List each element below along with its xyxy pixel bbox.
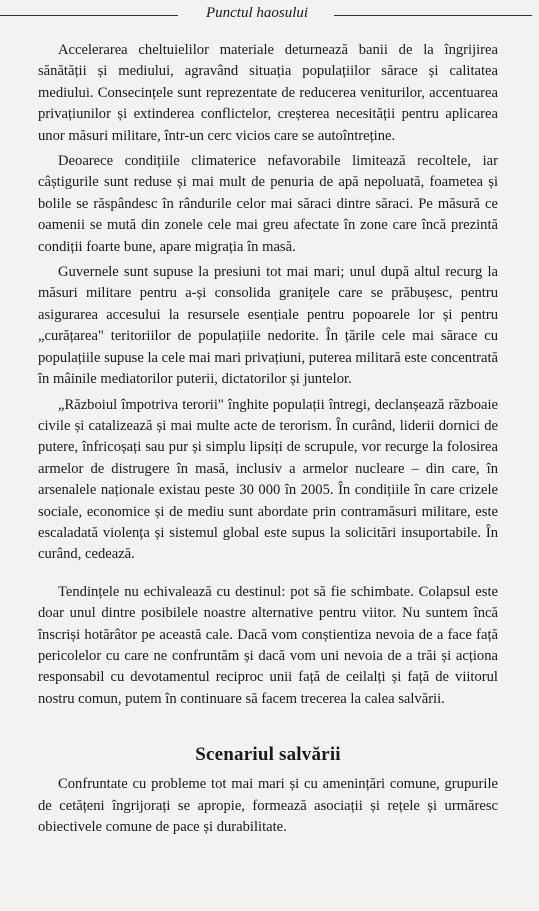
paragraph-1: Accelerarea cheltuielilor materiale deturnează banii de la îngrijirea sănătății și mediului, agravând situația populațiilor sărace și calitatea mediului. Consecințele sunt reprezentate de reducerea veniturilor, accentuarea privațiunilor și extinderea conflictelor, creșterea necesității pentru aplicarea unor măsuri militare, într-un cerc vicios care se autoîntreține. — [38, 42, 498, 144]
running-header — [0, 4, 539, 24]
header-rule-right — [334, 15, 532, 16]
page-body — [38, 40, 498, 838]
paragraph-3: Guvernele sunt supuse la presiuni tot mai mari; unul după altul recurg la măsuri militare pentru a-și consolida granițele care se prăbușesc, pentru asigurarea accesului la resursele esențiale pentru popoarele lor și pentru „curățarea" teritoriilor de populațiile nedorite. În țările cele mai sărace cu populațiile supuse la cele mai mari privațiuni, puterea militară este concentrată în mâinile mediatorilor puterii, dictatorilor și juntelor. — [38, 264, 498, 388]
section-heading: Scenariul salvării — [195, 744, 341, 766]
section-paragraph: Confruntate cu probleme tot mai mari și cu amenințări comune, grupurile de cetățeni îngrijorați se apropie, formează asociații și rețele și urmăresc obiectivele comune de pace și durabilitate. — [38, 776, 498, 835]
paragraph-4: „Războiul împotriva terorii" înghite populații întregi, declanșează războaie civile și catalizează și mai multe acte de terorism. În curând, liderii dornici de putere, înfricoșați sau pur și simplu lipsiți de scrupule, vor recurge la folosirea armelor de distrugere în masă, inclusiv a armelor nucleare – din care, în arsenalele naționale existau peste 30 000 în 2005. În condițiile în care crizele sociale, economice și de mediu sunt abordate prin contramăsuri militare, este escaladată violența și sistemul global este supus la solicitări insuportabile. În curând, cedează. — [38, 396, 498, 563]
running-title: Punctul haosului — [205, 5, 309, 21]
closing-paragraph: Tendințele nu echivalează cu destinul: pot să fie schimbate. Colapsul este doar unul dintre posibilele noastre alternative pentru viitor. Nu suntem încă înscriși hotărâtor pe această cale. Dacă vom conștientiza nevoia de a face față pericolelor cu care ne confruntăm și dacă vom uni nevoia de a trăi și acționa responsabil cu devotamentul reciproc unii față de ceilalți și față de viitorul nostru comun, putem în continuare să facem trecerea la calea salvării. — [38, 583, 498, 707]
paragraph-2: Deoarece condițiile climaterice nefavorabile limitează recoltele, iar câștigurile sunt reduse și mai mult de penuria de apă nepoluată, foametea și bolile se răspândesc în rândurile celor mai săraci dintre săraci. Pe măsură ce oamenii se mută din zonele cele mai greu afectate în zone care încă prezintă condiții foarte bune, apare migrația în masă. — [38, 153, 498, 255]
header-rule-left — [0, 15, 178, 16]
